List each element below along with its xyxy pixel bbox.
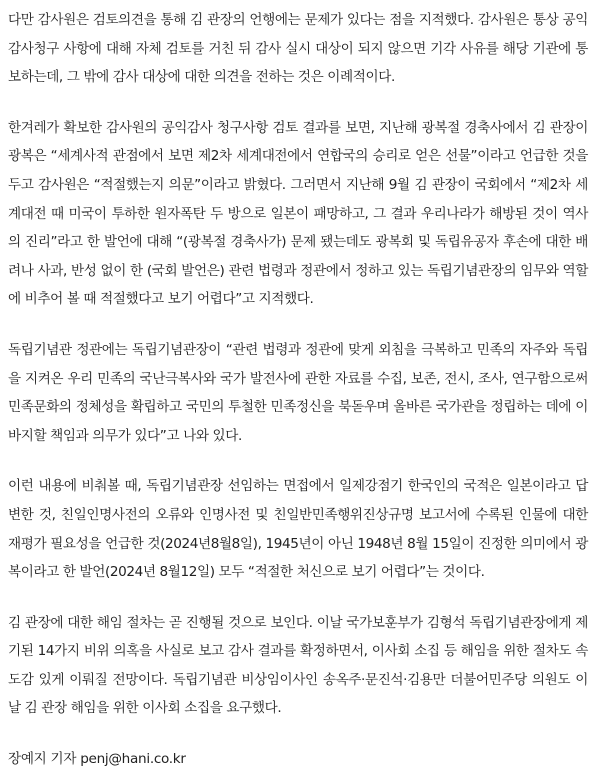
author-byline: 장예지 기자 penj@hani.co.kr xyxy=(8,751,186,768)
paragraph-articles-of-association: 독립기념관 정관에는 독립기념관장이 “관련 법령과 정관에 맞게 외침을 극복하고 민족의 자주와 독립을 지켜온 우리 민족의 국난극복사와 국가 발전사에 관한 자료를 수집, 보존, 전시, 조사, 연구함으로써 민족문화의 정체성을 확립하고 국민의 투철한 민족정신을 북돋우며 올바른 국가관을 정립하는 데에 이바지할 책임과 의무가 있다”고 나와 있다. xyxy=(8,341,588,444)
paragraph-dismissal-procedure: 김 관장에 대한 해임 절차는 곧 진행될 것으로 보인다. 이날 국가보훈부가 김형석 독립기념관장에게 제기된 14가지 비위 의혹을 사실로 보고 감사 결과를 확정하면서, 이사회 소집 등 해임을 위한 절차도 속도감 있게 이뤄질 전망이다. 독립기념관 비상임이사인 송옥주·문진석·김용만 더불어민주당 의원도 이날 김 관장 해임을 위한 이사회 소집을 요구했다. xyxy=(8,614,588,717)
paragraph-inappropriate-conduct: 이런 내용에 비춰볼 때, 독립기념관장 선임하는 면접에서 일제강점기 한국인의 국적은 일본이라고 답변한 것, 친일인명사전의 오류와 인명사전 및 친일반민족행위진상규명 보고서에 수록된 인물에 대한 재평가 필요성을 언급한 것(2024년8월8일), 1945년이 아닌 1948년 8월 15일이 진정한 의미에서 광복이라고 한 발언(2024년 8월12일) 모두 “적절한 처신으로 보기 어렵다”는 것이다. xyxy=(8,478,588,581)
paragraph-review-results: 한겨레가 확보한 감사원의 공익감사 청구사항 검토 결과를 보면, 지난해 광복절 경축사에서 김 관장이 광복은 “세계사적 관점에서 보면 제2차 세계대전에서 연합국의 승리로 얻은 선물”이라고 언급한 것을 두고 감사원은 “적절했는지 의문”이라고 밝혔다. 그러면서 지난해 9월 김 관장이 국회에서 “제2차 세계대전 때 미국이 투하한 원자폭탄 두 방으로 일본이 패망하고, 그 결과 우리나라가 해방된 것이 역사의 진리”라고 한 발언에 대해 “(광복절 경축사가) 문제 됐는데도 광복회 및 독립유공자 후손에 대한 배려나 사과, 반성 없이 한 (국회 발언은) 관련 법령과 정관에서 정하고 있는 독립기념관장의 임무와 역할에 비추어 볼 때 적절했다고 보기 어렵다”고 지적했다. xyxy=(8,119,588,308)
paragraph-audit-opinion: 다만 감사원은 검토의견을 통해 김 관장의 언행에는 문제가 있다는 점을 지적했다. 감사원은 통상 공익감사청구 사항에 대해 자체 검토를 거친 뒤 감사 실시 대상이 되지 않으면 기각 사유를 해당 기관에 통보하는데, 그 밖에 감사 대상에 대한 의견을 전하는 것은 이례적이다. xyxy=(8,12,588,86)
